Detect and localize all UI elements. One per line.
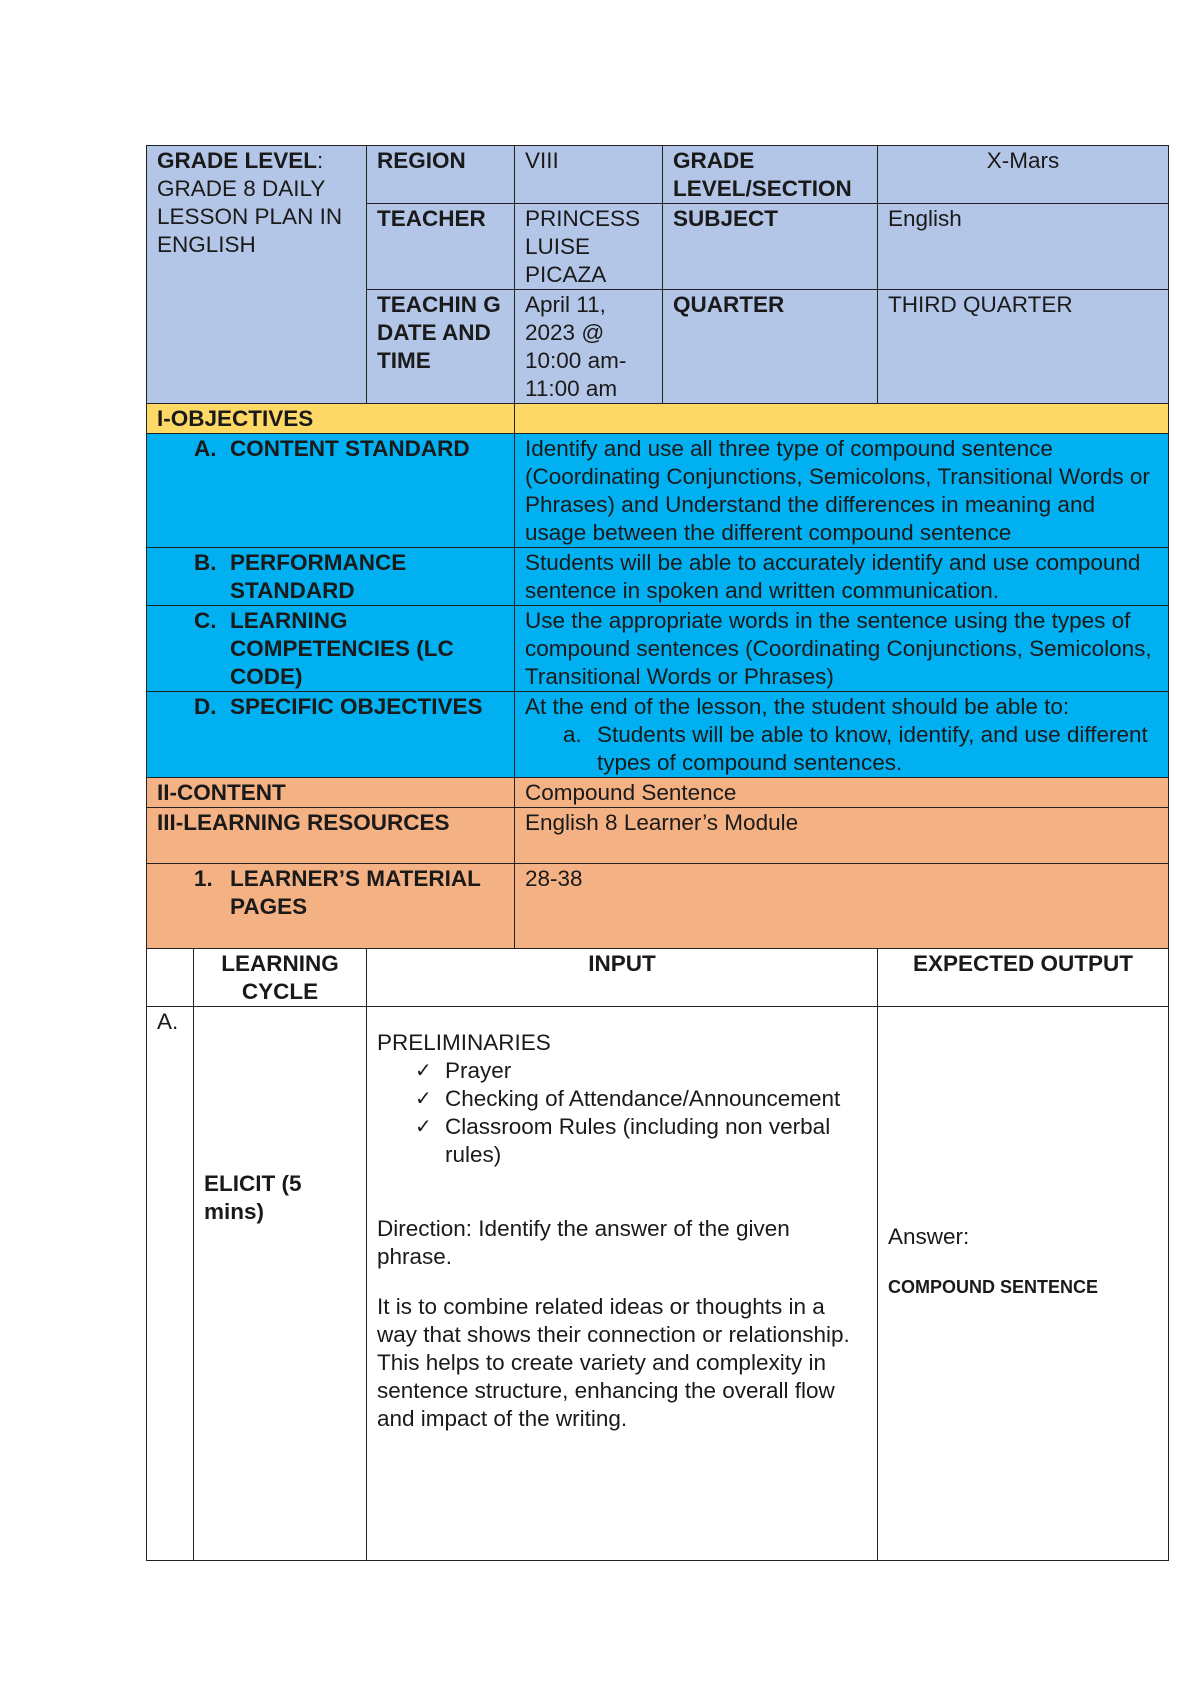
- objective-b-text: Students will be able to accurately identify and use compound sentence in spoken and written communication.: [515, 548, 1169, 606]
- list-item: [563, 721, 1158, 777]
- objective-b-label-cell: [147, 548, 515, 606]
- resources-label: III-LEARNING RESOURCES: [147, 808, 515, 864]
- date-value: April 11, 2023 @ 10:00 am-11:00 am: [515, 290, 663, 404]
- objective-letter: C.: [194, 608, 217, 633]
- objective-label: SPECIFIC OBJECTIVES: [230, 694, 483, 719]
- phase-cell: [194, 1007, 367, 1561]
- objective-label: CONTENT STANDARD: [230, 436, 470, 461]
- row-letter: A.: [147, 1007, 194, 1561]
- col-header-expected-output: EXPECTED OUTPUT: [878, 949, 1169, 1007]
- col-header-input: INPUT: [367, 949, 878, 1007]
- direction-text: Direction: Identify the answer of the given phrase.: [377, 1216, 790, 1269]
- section-value: X-Mars: [878, 146, 1169, 204]
- teacher-value: PRINCESS LUISE PICAZA: [515, 204, 663, 290]
- objective-c-text: Use the appropriate words in the sentence using the types of compound sentences (Coordinating Conjunctions, Semicolons, Transitional Words or Phrases): [515, 606, 1169, 692]
- list-item: [415, 1113, 867, 1169]
- resources-value: English 8 Learner’s Module: [515, 808, 1169, 864]
- objective-letter: A.: [194, 436, 217, 461]
- resources-item-value: 28-38: [515, 864, 1169, 949]
- quarter-value: THIRD QUARTER: [878, 290, 1169, 404]
- sub-text: Students will be able to know, identify, and use different types of compound sentences.: [597, 722, 1148, 775]
- region-label: REGION: [367, 146, 515, 204]
- objective-d-text: At the end of the lesson, the student should be able to:: [525, 694, 1070, 719]
- objectives-title: I-OBJECTIVES: [147, 404, 367, 434]
- region-value: VIII: [515, 146, 663, 204]
- objective-d-sublist: [525, 721, 1158, 777]
- answer-label: Answer:: [888, 1224, 970, 1249]
- quarter-label: QUARTER: [663, 290, 878, 404]
- sub-letter: a.: [563, 722, 582, 747]
- grade-level-cell: [147, 146, 367, 404]
- checklist-text: Prayer: [445, 1058, 512, 1083]
- subject-value: English: [878, 204, 1169, 290]
- checklist-text: Classroom Rules (including non verbal rules): [445, 1114, 831, 1167]
- output-cell: [878, 1007, 1169, 1561]
- objective-label: LEARNING COMPETENCIES (LC CODE): [230, 608, 454, 689]
- objective-a-label-cell: [147, 434, 515, 548]
- objective-c-label-cell: [147, 606, 515, 692]
- content-value: Compound Sentence: [515, 778, 1169, 808]
- list-item: [415, 1057, 867, 1085]
- objective-d-text-cell: [515, 692, 1169, 778]
- objective-letter: B.: [194, 550, 217, 575]
- input-cell: [367, 1007, 878, 1561]
- grade-level-colon: :: [317, 148, 324, 173]
- subject-label: SUBJECT: [663, 204, 878, 290]
- preliminaries-checklist: [377, 1057, 867, 1169]
- checkmark-icon: ✓: [415, 1088, 432, 1110]
- answer-value: COMPOUND SENTENCE: [888, 1277, 1099, 1297]
- phase-label: ELICIT (5 mins): [204, 1171, 302, 1224]
- section-label: GRADE LEVEL/SECTION: [663, 146, 878, 204]
- list-item: [415, 1085, 867, 1113]
- objective-a-text: Identify and use all three type of compound sentence (Coordinating Conjunctions, Semicolons, Transitional Words or Phrases) and Understand the differences in meaning and usage between the different compound sentence: [515, 434, 1169, 548]
- content-label: II-CONTENT: [147, 778, 515, 808]
- objective-label: PERFORMANCE STANDARD: [230, 550, 407, 603]
- checkmark-icon: ✓: [415, 1060, 432, 1082]
- resource-number: 1.: [194, 866, 213, 891]
- checklist-text: Checking of Attendance/Announcement: [445, 1086, 841, 1111]
- resource-item-label: LEARNER’S MATERIAL PAGES: [230, 866, 481, 919]
- grade-level-value: GRADE 8 DAILY LESSON PLAN IN ENGLISH: [157, 176, 343, 257]
- teacher-label: TEACHER: [367, 204, 515, 290]
- checkmark-icon: ✓: [415, 1116, 432, 1138]
- preliminaries-title: PRELIMINARIES: [377, 1030, 551, 1055]
- grade-level-label: GRADE LEVEL: [157, 148, 318, 173]
- lesson-plan-table: [146, 145, 1169, 1561]
- objective-d-label-cell: [147, 692, 515, 778]
- date-label: TEACHIN G DATE AND TIME: [367, 290, 515, 404]
- col-header-learning-cycle: LEARNING CYCLE: [194, 949, 367, 1007]
- resources-item-label-cell: [147, 864, 515, 949]
- objective-letter: D.: [194, 694, 217, 719]
- phrase-text: It is to combine related ideas or thoughts in a way that shows their connection or relationship. This helps to create variety and complexity in sentence structure, enhancing the overall flow and impact of the writing.: [377, 1294, 850, 1431]
